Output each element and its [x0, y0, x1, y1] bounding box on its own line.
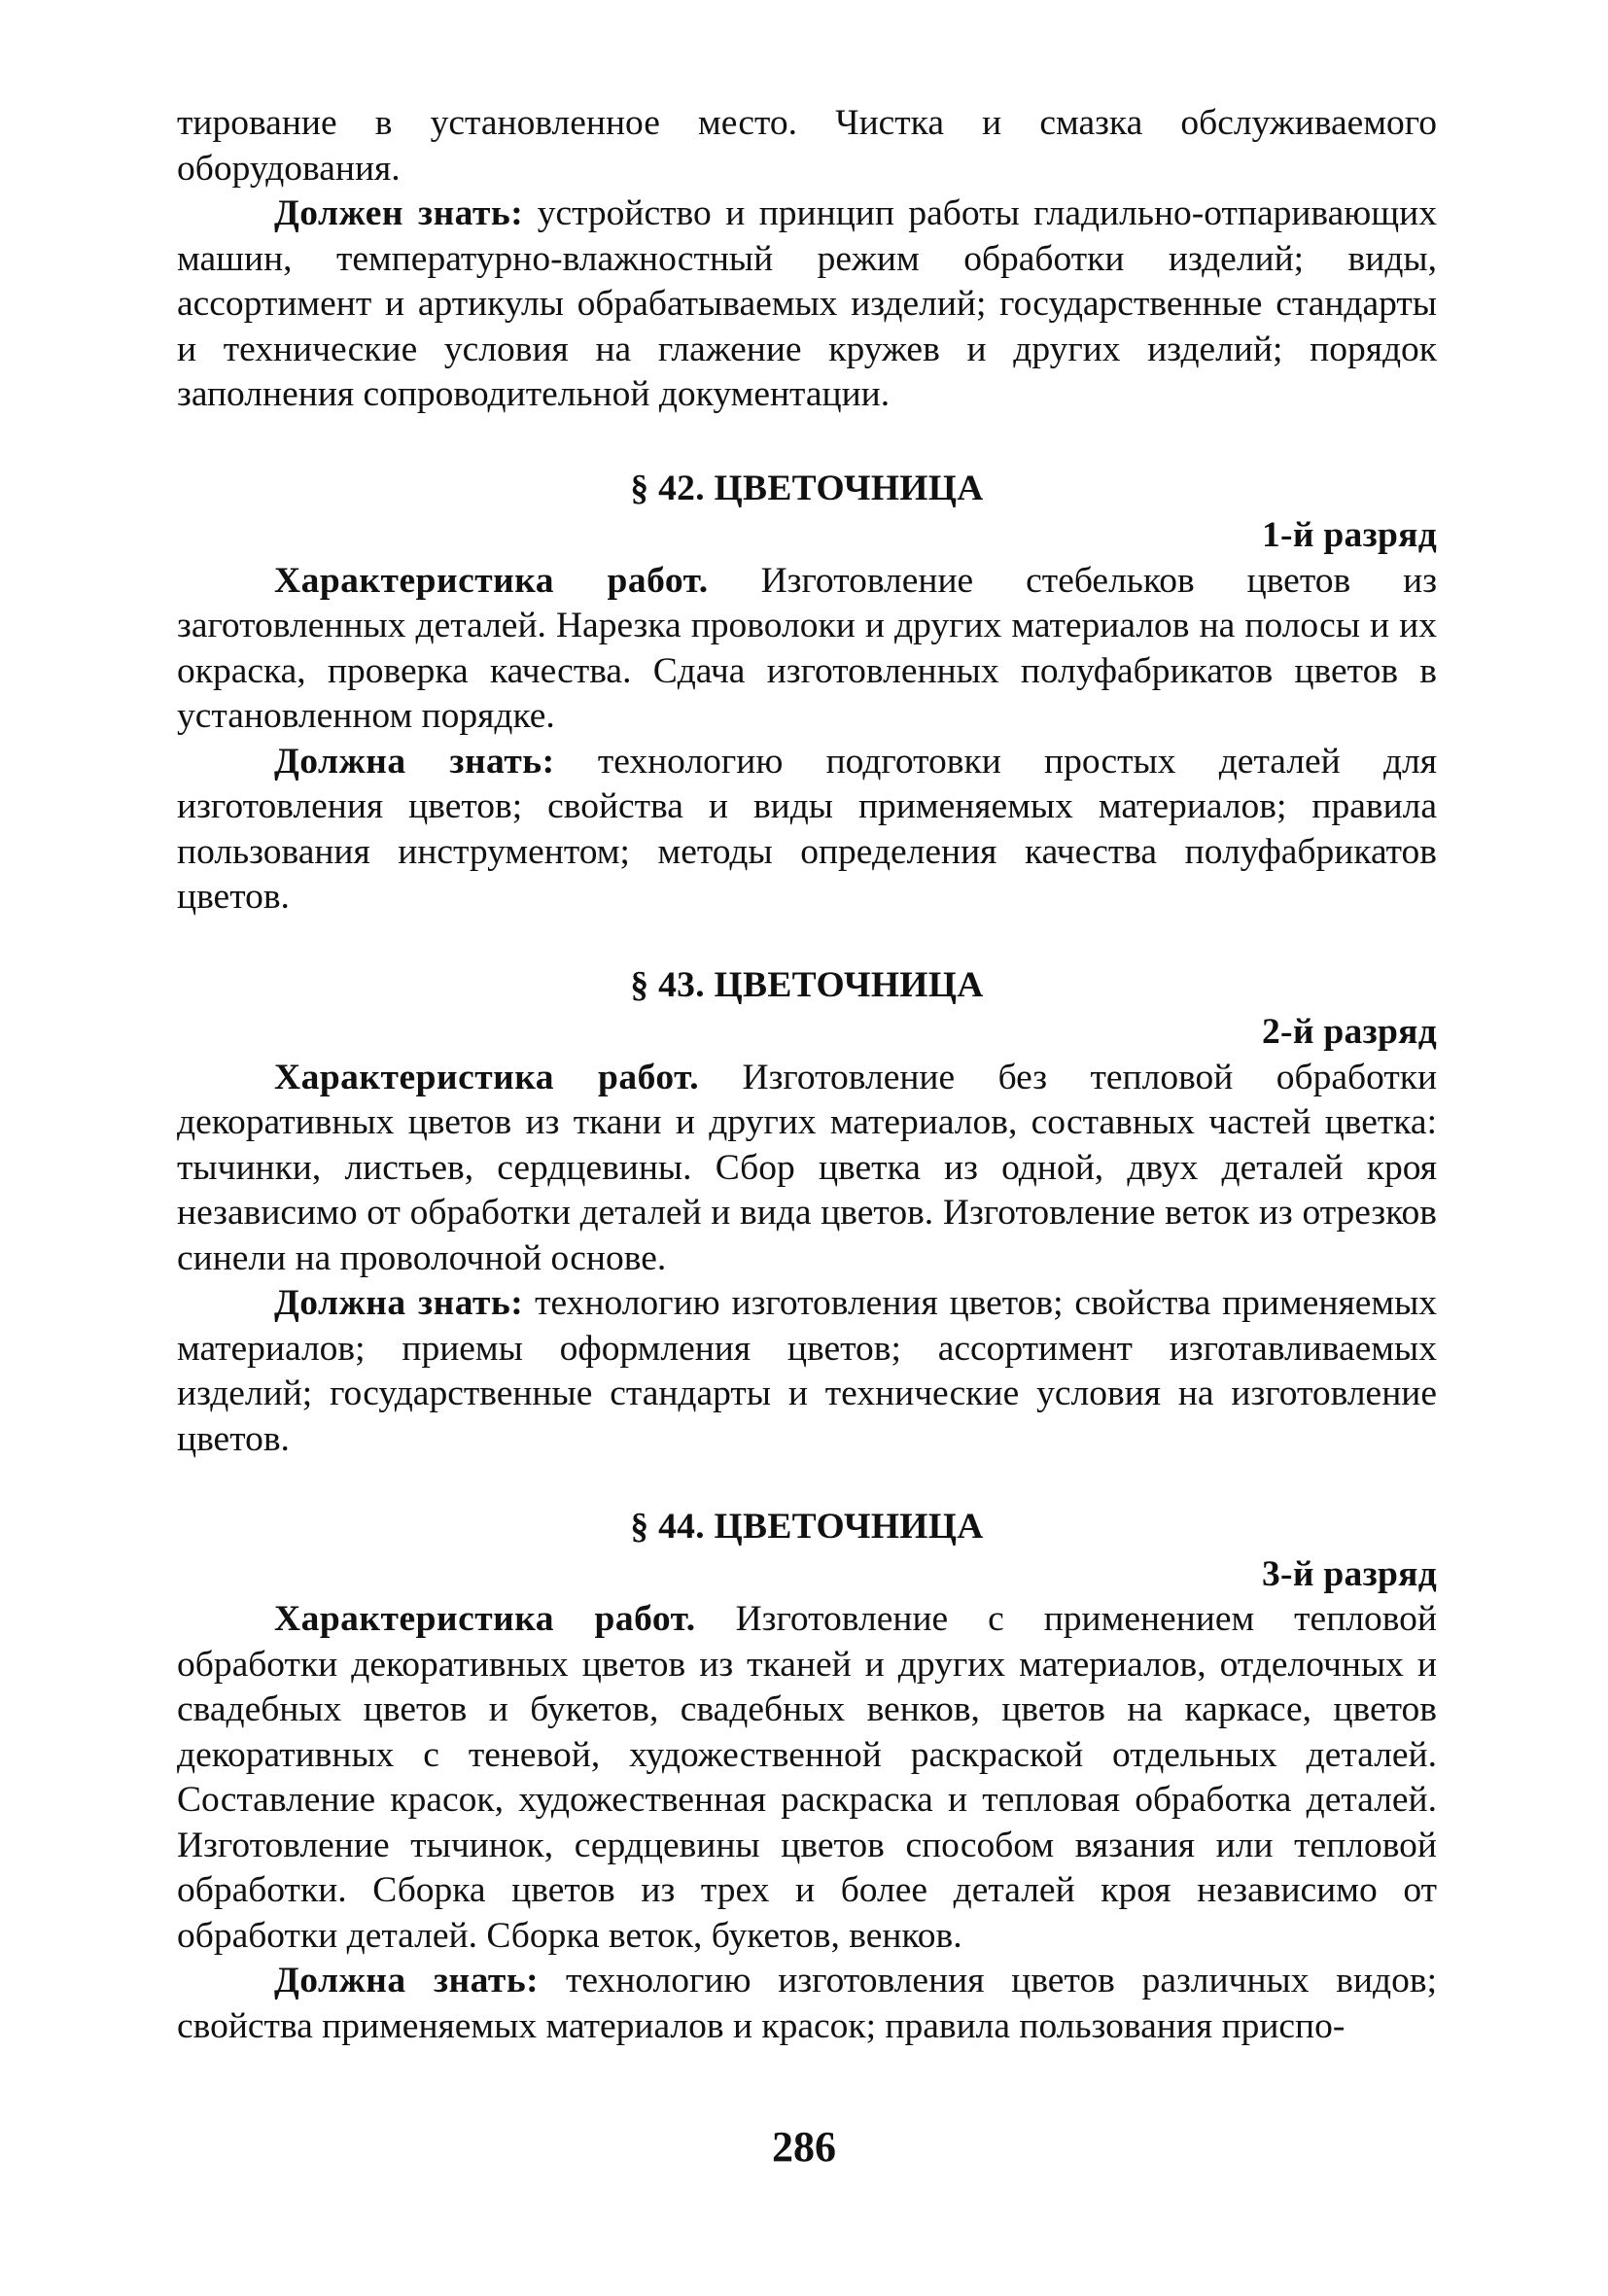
intro-continuation: тирование в установленное место. Чистка и смазка обслуживаемого оборудования. [177, 103, 1437, 189]
section-title-43: § 43. ЦВЕТОЧНИЦА [630, 964, 984, 1005]
knowledge-text: технологию изготовления цветов; свойства применяемых материалов; приемы оформления цветов; ассортимент изготавливаемых изделий; государственные стандарты и технические условия на изготовление цветов. [177, 1283, 1438, 1459]
grade-44: 3-й разряд [1261, 1553, 1437, 1594]
grade-42: 1-й разряд [1261, 515, 1437, 555]
work-label: Характеристика работ. [274, 1057, 700, 1097]
page-number: 286 [772, 2123, 836, 2171]
knowledge-43 [177, 1281, 1437, 1462]
work-text: Изготовление стебельков цветов из заготовленных деталей. Нарезка проволоки и других материалов на полосы и их окраска, проверка качества. Сдача изготовленных полуфабрикатов цветов в установленном порядке. [177, 560, 1438, 736]
knowledge-label: Должна знать: [274, 1961, 540, 2000]
section-title-42: § 42. ЦВЕТОЧНИЦА [630, 468, 984, 508]
work-characteristics-42 [177, 559, 1437, 740]
knowledge-text: технологию изготовления цветов различных видов; свойства применяемых материалов и красок; правила пользования приспо- [177, 1961, 1437, 2046]
knowledge-text: технологию подготовки простых деталей для изготовления цветов; свойства и виды применяемых материалов; правила пользования инструментом; методы определения качества полуфабрикатов цветов. [177, 741, 1437, 917]
knowledge-label: Должна знать: [274, 1283, 524, 1323]
work-characteristics-44 [177, 1597, 1437, 1959]
work-label: Характеристика работ. [274, 1599, 696, 1639]
grade-43: 2-й разряд [1261, 1012, 1437, 1052]
work-characteristics-43 [177, 1056, 1437, 1282]
work-text: Изготовление без тепловой обработки декоративных цветов из ткани и других материалов, составных частей цветка: тычинки, листьев, сердцевины. Сбор цветка из одной, двух деталей кроя независимо от обработки деталей и вида цветов. Изготовление веток из отрезков синели на проволочной основе. [177, 1057, 1438, 1278]
document-page [177, 101, 1437, 2049]
knowledge-label: Должен знать: [274, 193, 524, 233]
intro-knowledge [177, 191, 1437, 418]
work-text: Изготовление с применением тепловой обработки декоративных цветов из тканей и других материалов, отделочных и свадебных цветов и букетов, свадебных венков, цветов на каркасе, цветов декоративных с теневой, художественной раскраской отдельных деталей. Составление красок, художественная раскраска и тепловая обработка деталей. Изготовление тычинок, сердцевины цветов способом вязания или тепловой обработки. Сборка цветов из трех и более деталей кроя независимо от обработки деталей. Сборка веток, букетов, венков. [177, 1599, 1438, 1956]
section-title-44: § 44. ЦВЕТОЧНИЦА [630, 1507, 984, 1547]
knowledge-text: устройство и принцип работы гладильно-отпаривающих машин, температурно-влажностный режим обработки изделий; виды, ассортимент и артикулы обрабатываемых изделий; государственные стандарты и технические условия на глажение кружев и других изделий; порядок заполнения сопроводительной документации. [177, 193, 1437, 414]
knowledge-42 [177, 740, 1437, 921]
knowledge-44 [177, 1959, 1437, 2049]
knowledge-label: Должна знать: [274, 741, 555, 782]
work-label: Характеристика работ. [274, 560, 709, 601]
